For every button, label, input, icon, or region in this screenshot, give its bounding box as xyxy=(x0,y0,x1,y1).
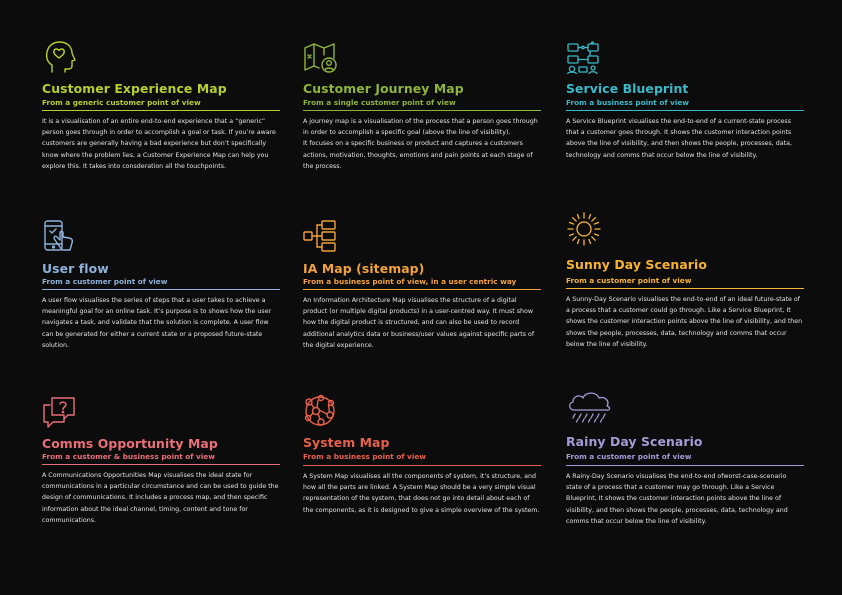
card-description xyxy=(42,116,280,172)
card-description xyxy=(42,470,280,526)
card-subtitle: From a generic customer point of view xyxy=(42,98,201,107)
divider xyxy=(42,464,280,465)
paragraph: A Communications Opportunities Map visualises the ideal state for communications in a particular circumstance and can be used to guide the design of communications. It includes a process map, and then specific information about the ideal channel, timing, content and tone for communications. xyxy=(42,472,279,524)
paragraph: A user flow visualises the series of steps that a user takes to achieve a meaningful goal for an online task. It’s purpose is to shows how the user navigates a task, and validate that the solution is complete. A user flow can be generated for either a current state or a proposed future-state solution. xyxy=(42,297,272,349)
card-subtitle: From a customer point of view xyxy=(42,277,168,286)
card-title: System Map xyxy=(303,435,390,450)
speech-bubbles-question-icon xyxy=(42,396,76,430)
card-description xyxy=(303,116,541,172)
paragraph: It focuses on a specific business or product and captures a customers actions, motivation, thoughts, emotions and pain points at each stage of the process. xyxy=(303,140,533,170)
card-subtitle: From a business point of view xyxy=(566,98,690,107)
card-title: Customer Journey Map xyxy=(303,81,464,96)
divider xyxy=(566,465,804,466)
card-subtitle: From a customer point of view xyxy=(566,276,692,285)
divider xyxy=(566,110,804,111)
card-description xyxy=(42,295,280,351)
card-subtitle: From a customer point of view xyxy=(566,452,692,461)
card-subtitle: From a business point of view xyxy=(303,452,427,461)
sitemap-tree-icon xyxy=(303,219,337,253)
card-title: IA Map (sitemap) xyxy=(303,261,425,276)
card-description xyxy=(303,471,541,516)
map-person-icon xyxy=(303,40,337,74)
paragraph: An Information Architecture Map visualises the structure of a digital product (or multiple digital products) in a user-centred way. It must show how the digital product is structured, and can also be used to record additional analytics data or business/user values against specific parts of the digital experience. xyxy=(303,297,535,349)
card-title: Sunny Day Scenario xyxy=(566,257,707,272)
card-title: Rainy Day Scenario xyxy=(566,434,703,449)
divider xyxy=(42,110,280,111)
paragraph: It is a visualisation of an entire end-to-end experience that a “generic” person goes through in order to accomplish a goal or task. If you’re aware customers are generally having a bad experience but don’t specifically know where the problem lies, a Customer Experience Map can help you explore this. It takes into consderation all the touchpoints. xyxy=(42,118,276,170)
card-description xyxy=(303,295,541,351)
divider xyxy=(42,289,280,290)
card-title: Customer Experience Map xyxy=(42,81,227,96)
divider xyxy=(303,110,541,111)
card-subtitle: From a customer & business point of view xyxy=(42,452,215,461)
card-title: User flow xyxy=(42,261,109,276)
rain-cloud-icon xyxy=(566,390,614,424)
card-subtitle: From a business point of view, in a user centric way xyxy=(303,277,517,286)
card-description xyxy=(566,116,804,161)
divider xyxy=(566,288,804,289)
phone-hand-icon xyxy=(42,219,76,253)
card-description xyxy=(566,294,804,350)
paragraph: A Rainy-Day Scenario visualises the end-to-end ofworst-case-scenario state of a process that a customer may go through. Like a Service Blueprint, It shows the customer interaction points above the line of visibility, and then shows the people, processes, data, technology and comms that occur below the line of visibility. xyxy=(566,473,788,525)
sun-icon xyxy=(567,212,601,246)
blueprint-flow-icon xyxy=(566,40,600,74)
network-nodes-icon xyxy=(303,394,337,428)
paragraph: A System Map visualises all the components of system, it’s structure, and how all the parts are linked. A System Map should be a very simple visual representation of the system, that does not go into detail about each of the components, as it is designed to give a simple overview of the system. xyxy=(303,473,540,514)
card-title: Comms Opportunity Map xyxy=(42,436,218,451)
card-subtitle: From a single customer point of view xyxy=(303,98,456,107)
divider xyxy=(303,289,541,290)
paragraph: A Sunny-Day Scenario visualises the end-to-end of an ideal future-state of a process that a customer could go through. Like a Service Blueprint, It shows the customer interaction points above the line of visibility, and then shows the people, processes, data, technology and comms that occur below the line of visibility. xyxy=(566,296,803,348)
divider xyxy=(303,465,541,466)
card-description xyxy=(566,471,804,527)
paragraph: A Service Blueprint visualises the end-to-end of a current-state process that a customer goes through. It shows the customer interaction points above the line of visibility, and then shows the people, processes, data, technology and comms that occur below the line of visibility. xyxy=(566,118,792,159)
paragraph: A journey map is a visualisation of the process that a person goes through in order to accomplish a specific goal (above the line of visibility). xyxy=(303,118,538,137)
head-heart-icon xyxy=(42,40,76,74)
card-title: Service Blueprint xyxy=(566,81,689,96)
